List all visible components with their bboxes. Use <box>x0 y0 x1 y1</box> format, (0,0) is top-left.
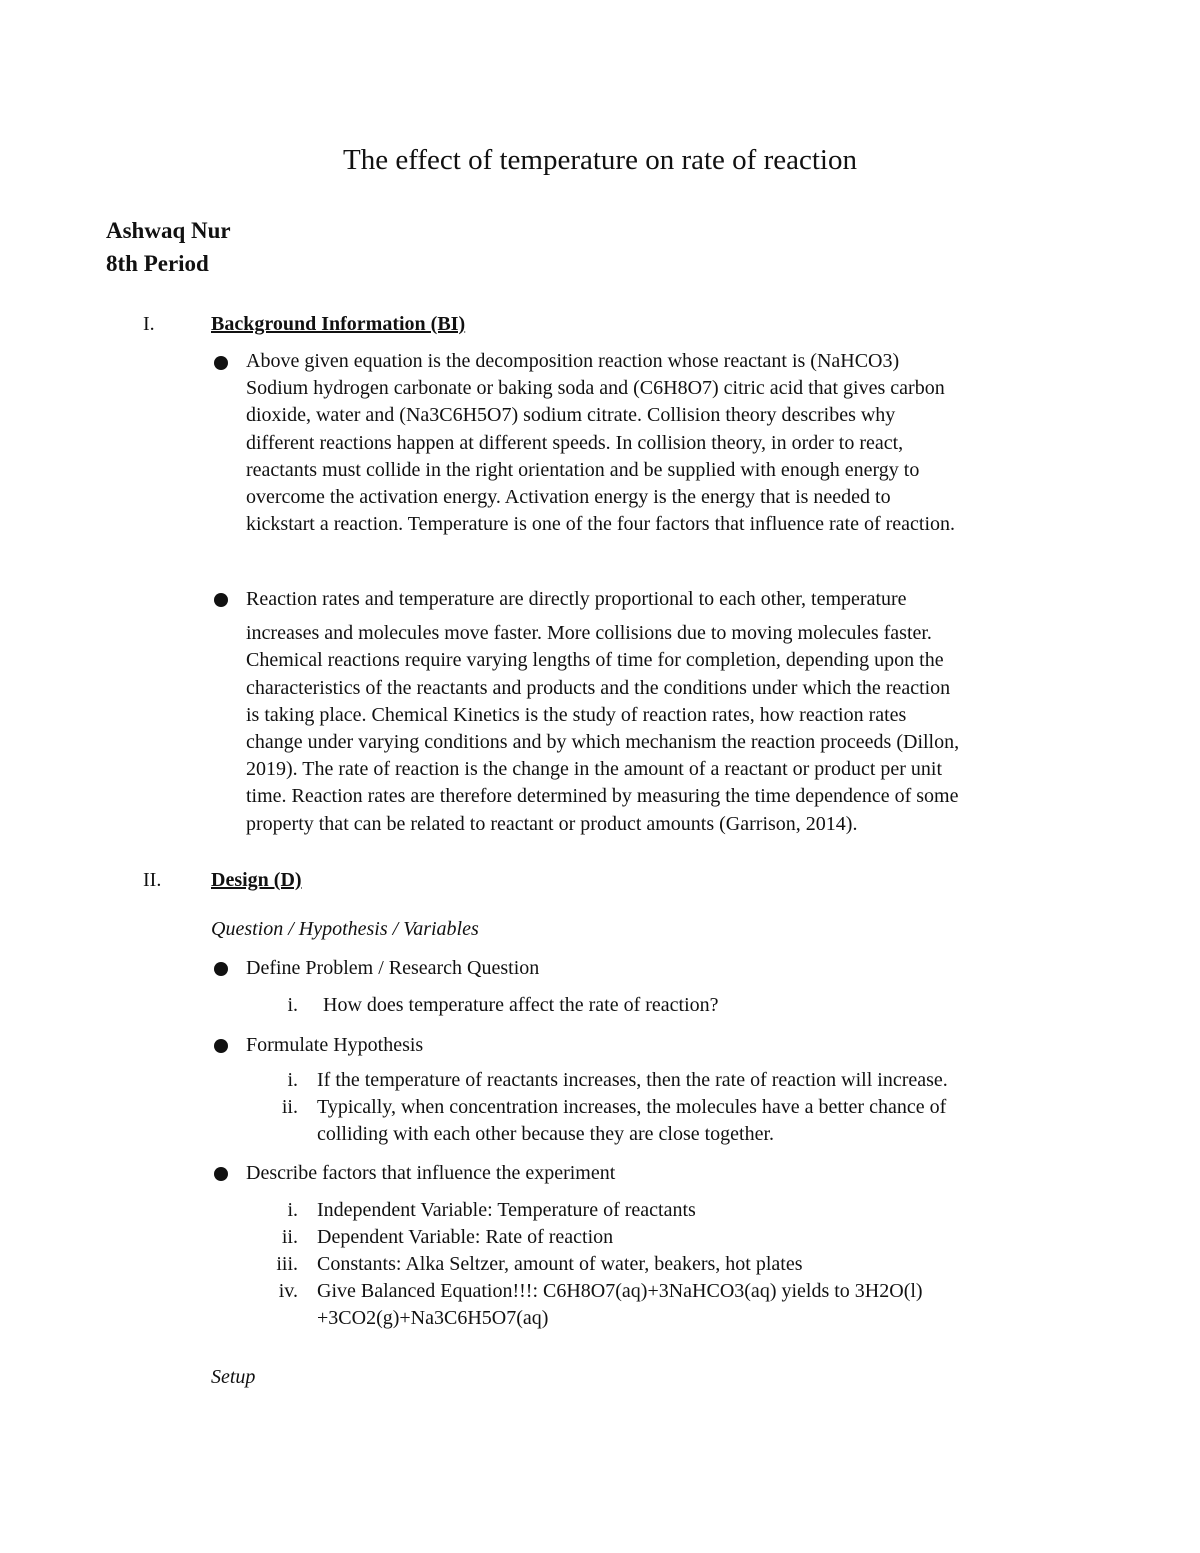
text-line: Typically, when concentration increases, the molecules have a better chance of <box>317 1096 947 1118</box>
roman-numeral: i. <box>287 1199 298 1221</box>
text-line: increases and molecules move faster. More collisions due to moving molecules faster. <box>246 622 932 645</box>
text-line: Above given equation is the decomposition reaction whose reactant is (NaHCO3) <box>246 350 900 372</box>
text-line: How does temperature affect the rate of reaction? <box>323 994 719 1016</box>
text-line: If the temperature of reactants increases, then the rate of reaction will increase. <box>317 1069 948 1091</box>
hypothesis-statement <box>317 1067 948 1094</box>
text-line: Dependent Variable: Rate of reaction <box>317 1226 614 1248</box>
roman-numeral: ii. <box>281 1226 298 1248</box>
text-line: 2019). The rate of reaction is the change in the amount of a reactant or product per unit <box>246 758 943 781</box>
text-line: +3CO2(g)+Na3C6H5O7(aq) <box>317 1307 549 1329</box>
roman-numeral: ii. <box>281 1096 298 1118</box>
hypothesis-reasoning <box>317 1094 946 1148</box>
background-paragraph-2 <box>246 586 1096 838</box>
background-paragraph-1 <box>246 348 1096 538</box>
text-line: is taking place. Chemical Kinetics is the study of reaction rates, how reaction rates <box>246 703 907 726</box>
section-number-2: II. <box>143 869 162 891</box>
text-line: characteristics of the reactants and products and the conditions under which the reaction <box>246 676 951 699</box>
text-line: property that can be related to reactant or product amounts (Garrison, 2014). <box>246 812 858 835</box>
bullet-icon <box>214 356 228 370</box>
roman-numeral: iv. <box>278 1280 298 1302</box>
bullet-describe-factors: Describe factors that influence the experiment <box>246 1162 616 1184</box>
text-line: kickstart a reaction. Temperature is one of the four factors that influence rate of reaction. <box>246 513 956 536</box>
balanced-equation <box>317 1278 923 1332</box>
bullet-define-problem: Define Problem / Research Question <box>246 957 540 979</box>
text-line: colliding with each other because they are close together. <box>317 1123 775 1145</box>
constants <box>317 1251 803 1278</box>
author-name: Ashwaq Nur <box>106 218 231 243</box>
text-line: Reaction rates and temperature are directly proportional to each other, temperature <box>246 588 907 610</box>
bullet-icon <box>214 1167 228 1181</box>
document-title: The effect of temperature on rate of reaction <box>343 144 857 176</box>
text-line: Chemical reactions require varying lengths of time for completion, depending upon the <box>246 649 944 672</box>
text-line: Give Balanced Equation!!!: C6H8O7(aq)+3NaHCO3(aq) yields to 3H2O(l) <box>317 1280 923 1302</box>
text-line: overcome the activation energy. Activation energy is the energy that is needed to <box>246 486 891 509</box>
class-period: 8th Period <box>106 251 209 276</box>
text-line: Constants: Alka Seltzer, amount of water, beakers, hot plates <box>317 1253 803 1275</box>
bullet-formulate-hypothesis: Formulate Hypothesis <box>246 1034 424 1056</box>
bullet-icon <box>214 962 228 976</box>
text-line: reactants must collide in the right orientation and be supplied with enough energy to <box>246 458 920 481</box>
bullet-icon <box>214 1039 228 1053</box>
roman-numeral: iii. <box>276 1253 298 1275</box>
text-line: different reactions happen at different speeds. In collision theory, in order to react, <box>246 431 904 454</box>
text-line: change under varying conditions and by which mechanism the reaction proceeds (Dillon, <box>246 731 960 754</box>
bullet-icon <box>214 593 228 607</box>
subheading-question-hypothesis: Question / Hypothesis / Variables <box>211 918 479 940</box>
subheading-setup: Setup <box>211 1366 256 1388</box>
text-line: Independent Variable: Temperature of reactants <box>317 1199 696 1221</box>
dependent-variable <box>317 1224 613 1251</box>
text-line: time. Reaction rates are therefore determined by measuring the time dependence of some <box>246 785 959 808</box>
research-question <box>323 992 719 1019</box>
roman-numeral: i. <box>287 1069 298 1091</box>
text-line: Sodium hydrogen carbonate or baking soda and (C6H8O7) citric acid that gives carbon <box>246 377 945 400</box>
roman-numeral: i. <box>287 994 298 1016</box>
section-number-1: I. <box>143 313 155 335</box>
independent-variable <box>317 1197 696 1224</box>
section-heading-design: Design (D) <box>211 869 302 891</box>
text-line: dioxide, water and (Na3C6H5O7) sodium citrate. Collision theory describes why <box>246 404 896 427</box>
section-heading-background: Background Information (BI) <box>211 313 466 335</box>
